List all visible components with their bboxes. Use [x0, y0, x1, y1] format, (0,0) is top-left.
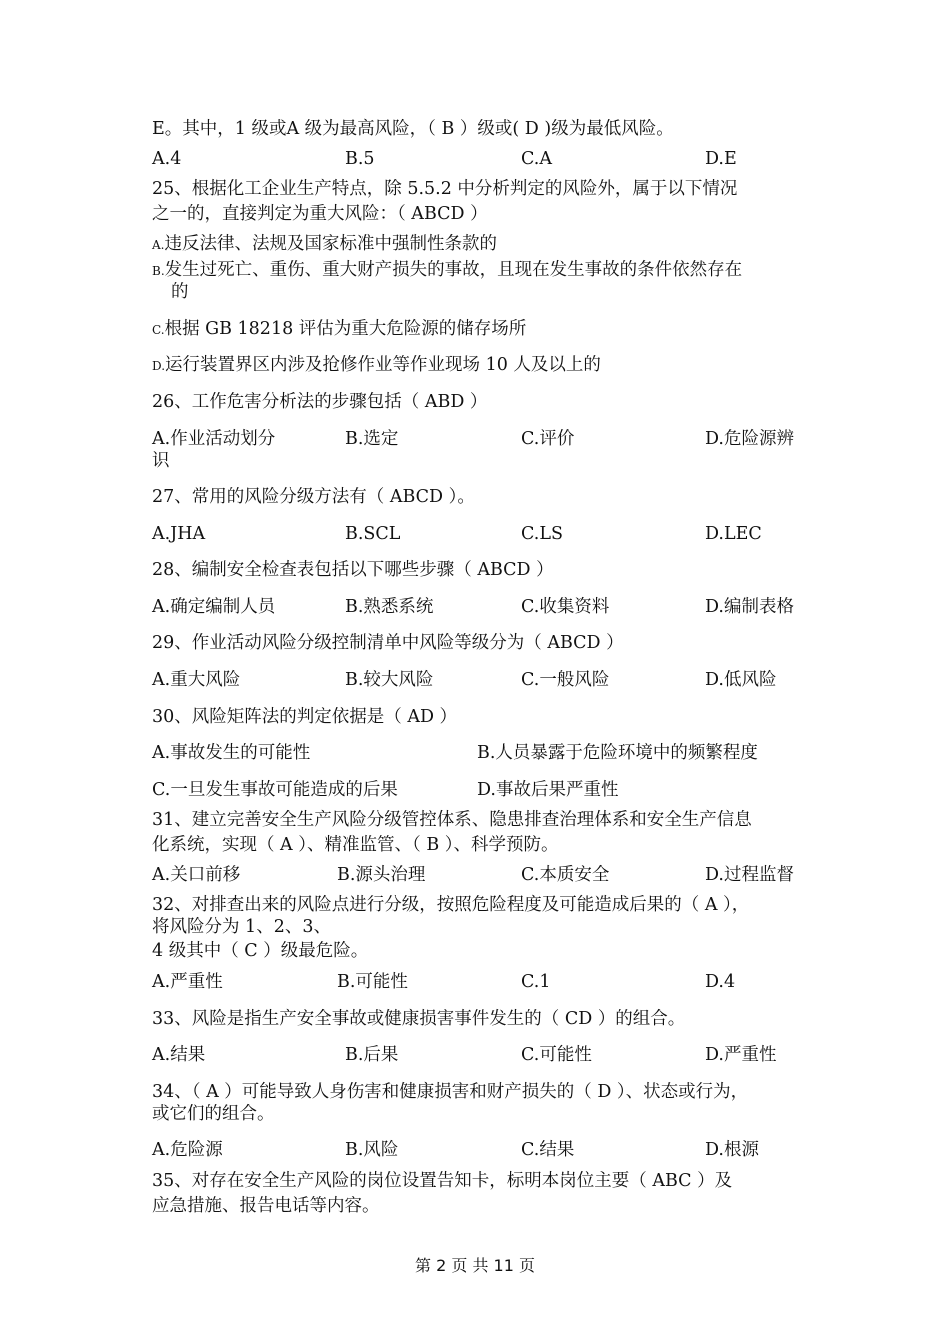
q33-question: 33、风险是指生产安全事故或健康损害事件发生的（ CD ）的组合。: [152, 1009, 686, 1029]
q28-option-b: B.熟悉系统: [345, 597, 434, 617]
q34-question-line1: 34、（ A ）可能导致人身伤害和健康损害和财产损失的（ D ）、状态或行为，: [152, 1082, 749, 1102]
q27-option-a: A.JHA: [152, 524, 206, 544]
q34-question-line2: 或它们的组合。: [152, 1104, 275, 1124]
q25-option-c: [152, 318, 526, 341]
q25-option-d: [152, 354, 601, 377]
q32-option-b: B.可能性: [337, 972, 408, 992]
q34-option-b: B.风险: [345, 1140, 399, 1160]
q33-option-c: C.可能性: [521, 1045, 592, 1065]
q25-option-a: [152, 233, 497, 256]
q28-option-d: D.编制表格: [705, 597, 794, 617]
q28-question: 28、编制安全检查表包括以下哪些步骤（ ABCD ）: [152, 560, 554, 580]
q24-option-d: D.E: [705, 149, 737, 169]
q26-option-d-continuation: 识: [152, 451, 170, 471]
q25-question-line1: 25、根据化工企业生产特点，除 5.5.2 中分析判定的风险外，属于以下情况: [152, 179, 738, 199]
q26-question: 26、工作危害分析法的步骤包括（ ABD ）: [152, 392, 488, 412]
q25-option-b-letter: B.: [152, 264, 165, 278]
q26-option-c: C.评价: [521, 429, 575, 449]
q32-option-a: A.严重性: [152, 972, 223, 992]
q31-option-a: A.关口前移: [152, 865, 241, 885]
q27-question: 27、常用的风险分级方法有（ ABCD ）。: [152, 487, 475, 507]
q32-question-line2: 将风险分为 1、2、3、: [152, 917, 331, 937]
q26-option-b: B.选定: [345, 429, 399, 449]
q34-option-a: A.危险源: [152, 1140, 223, 1160]
q25-option-d-text: 运行装置界区内涉及抢修作业等作业现场 10 人及以上的: [165, 355, 601, 375]
q29-option-c: C.一般风险: [521, 670, 610, 690]
q33-option-b: B.后果: [345, 1045, 399, 1065]
q24-option-b: B.5: [345, 149, 375, 169]
q35-question-line2: 应急措施、报告电话等内容。: [152, 1196, 380, 1216]
q31-option-b: B.源头治理: [337, 865, 426, 885]
q25-option-b: [152, 259, 742, 282]
q30-option-d: D.事故后果严重性: [477, 780, 619, 800]
q25-option-a-letter: A.: [152, 238, 165, 252]
q28-option-c: C.收集资料: [521, 597, 610, 617]
q31-question-line1: 31、建立完善安全生产风险分级管控体系、隐患排查治理体系和安全生产信息: [152, 810, 752, 830]
q25-option-b-text: 发生过死亡、重伤、重大财产损失的事故，且现在发生事故的条件依然存在: [164, 260, 743, 280]
page-footer: 第 2 页 共 11 页: [415, 1256, 535, 1275]
q30-option-c: C.一旦发生事故可能造成的后果: [152, 780, 398, 800]
q24-option-c: C.A: [521, 149, 552, 169]
q31-option-c: C.本质安全: [521, 865, 610, 885]
q30-option-b: B.人员暴露于危险环境中的频繁程度: [477, 743, 758, 763]
q30-option-a: A.事故发生的可能性: [152, 743, 311, 763]
q27-option-d: D.LEC: [705, 524, 762, 544]
q25-option-c-text: 根据 GB 18218 评估为重大危险源的储存场所: [164, 319, 527, 339]
q32-option-d: D.4: [705, 972, 736, 992]
q29-option-d: D.低风险: [705, 670, 777, 690]
q25-option-c-letter: C.: [152, 323, 165, 337]
q25-option-b-continuation: 的: [171, 282, 189, 302]
q24-text: E。其中，1 级或A 级为最高风险，（ B ）级或( D )级为最低风险。: [152, 119, 674, 139]
q27-option-b: B.SCL: [345, 524, 401, 544]
q29-option-b: B.较大风险: [345, 670, 434, 690]
q30-question: 30、风险矩阵法的判定依据是（ AD ）: [152, 707, 458, 727]
q31-option-d: D.过程监督: [705, 865, 794, 885]
q27-option-c: C.LS: [521, 524, 563, 544]
q31-question-line2: 化系统，实现（ A ）、精准监管、（ B ）、科学预防。: [152, 835, 559, 855]
q25-option-d-letter: D.: [152, 359, 166, 373]
q25-option-a-text: 违反法律、法规及国家标准中强制性条款的: [164, 234, 497, 254]
q32-option-c: C.1: [521, 972, 551, 992]
q33-option-a: A.结果: [152, 1045, 206, 1065]
q26-option-a: A.作业活动划分: [152, 429, 276, 449]
q32-question-line3: 4 级其中（ C ）级最危险。: [152, 941, 369, 961]
q25-question-line2: 之一的，直接判定为重大风险：（ ABCD ）: [152, 204, 488, 224]
q32-question-line1: 32、对排查出来的风险点进行分级，按照危险程度及可能造成后果的（ A ），: [152, 895, 750, 915]
q29-question: 29、作业活动风险分级控制清单中风险等级分为（ ABCD ）: [152, 633, 624, 653]
q35-question-line1: 35、对存在安全生产风险的岗位设置告知卡，标明本岗位主要（ ABC ）及: [152, 1171, 733, 1191]
q29-option-a: A.重大风险: [152, 670, 241, 690]
q33-option-d: D.严重性: [705, 1045, 777, 1065]
q28-option-a: A.确定编制人员: [152, 597, 276, 617]
q34-option-c: C.结果: [521, 1140, 575, 1160]
q34-option-d: D.根源: [705, 1140, 759, 1160]
q24-option-a: A.4: [152, 149, 182, 169]
q26-option-d: D.危险源辨: [705, 429, 794, 449]
